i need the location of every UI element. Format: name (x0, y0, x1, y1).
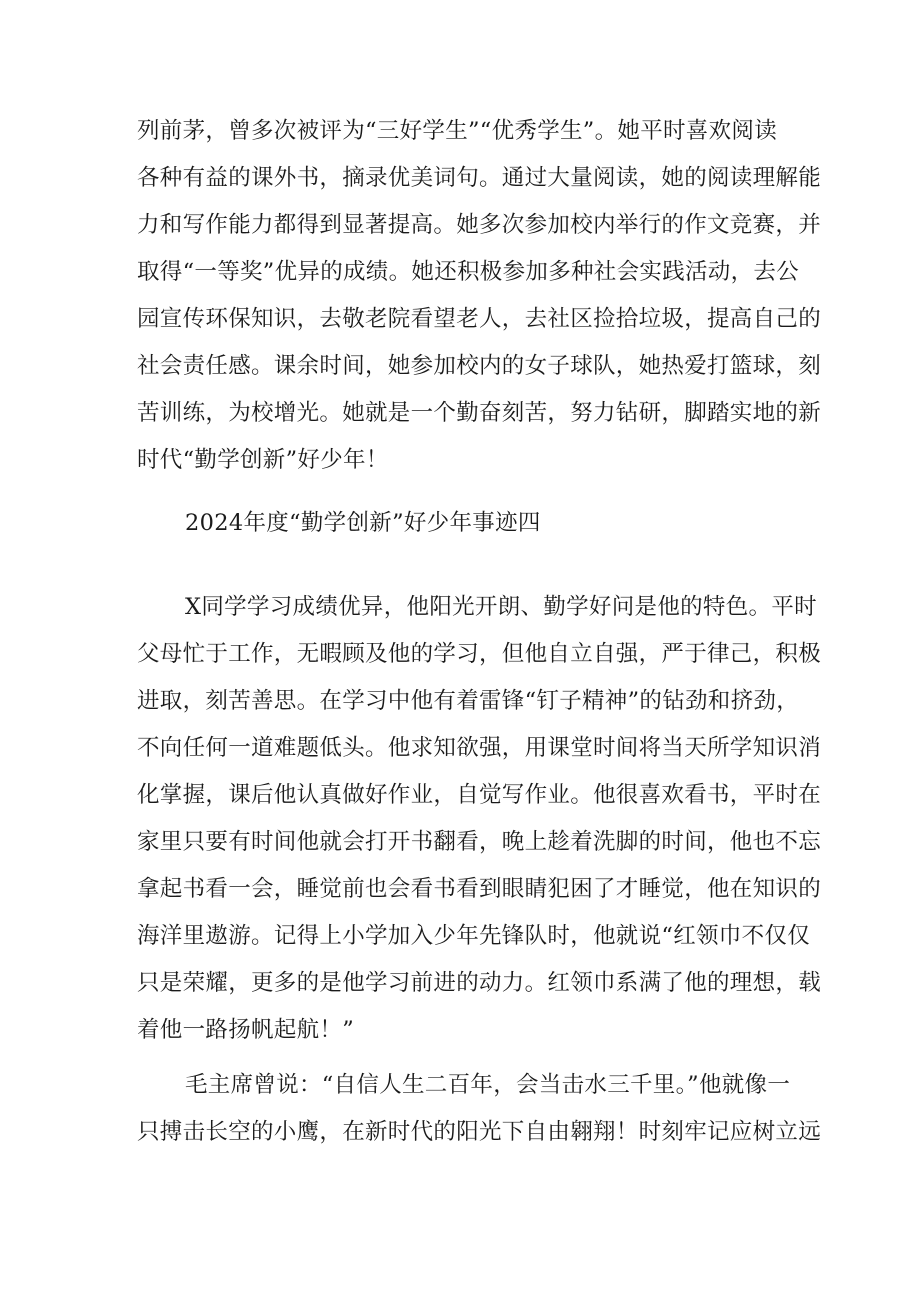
paragraph-line: 进取，刻苦善思。在学习中他有着雷锋“钉子精神”的钻劲和挤劲， (137, 688, 800, 714)
paragraph-line: 家里只要有时间他就会打开书翻看，晚上趁着洗脚的时间，他也不忘 (137, 829, 822, 855)
paragraph-line: 只是荣耀，更多的是他学习前进的动力。红领巾系满了他的理想，载 (137, 970, 822, 996)
paragraph-line: 园宣传环保知识，去敬老院看望老人，去社区捡拾垃圾，提高自己的 (137, 306, 822, 332)
section-heading: 2024年度“勤学创新”好少年事迹四 (185, 510, 541, 536)
paragraph-2 (137, 584, 822, 1054)
paragraph-line: 社会责任感。课余时间，她参加校内的女子球队，她热爱打篮球，刻 (137, 353, 822, 379)
paragraph-line: 毛主席曾说：“自信人生二百年，会当击水三千里。”他就像一 (185, 1072, 791, 1098)
section-heading-block (137, 500, 797, 547)
paragraph-line: 力和写作能力都得到显著提高。她多次参加校内举行的作文竞赛，并 (137, 212, 822, 238)
paragraph-line: 着他一路扬帆起航！” (137, 1017, 355, 1043)
paragraph-line: 父母忙于工作，无暇顾及他的学习，但他自立自强，严于律己，积极 (137, 641, 822, 667)
paragraph-line: X同学学习成绩优异，他阳光开朗、勤学好问是他的特色。平时 (185, 594, 817, 620)
paragraph-line: 只搏击长空的小鹰，在新时代的阳光下自由翱翔！时刻牢记应树立远 (137, 1119, 822, 1145)
paragraph-line: 海洋里遨游。记得上小学加入少年先锋队时，他就说“红领巾不仅仅 (137, 923, 811, 949)
paragraph-line: 列前茅，曾多次被评为“三好学生”“优秀学生”。她平时喜欢阅读 (137, 118, 778, 144)
paragraph-line: 苦训练，为校增光。她就是一个勤奋刻苦，努力钻研，脚踏实地的新 (137, 400, 822, 426)
paragraph-line: 拿起书看一会，睡觉前也会看书看到眼睛犯困了才睡觉，他在知识的 (137, 876, 822, 902)
paragraph-line: 各种有益的课外书，摘录优美词句。通过大量阅读，她的阅读理解能 (137, 165, 822, 191)
paragraph-1 (137, 108, 822, 484)
paragraph-3 (137, 1062, 822, 1156)
paragraph-line: 取得“一等奖”优异的成绩。她还积极参加多种社会实践活动，去公 (137, 259, 800, 285)
paragraph-line: 化掌握，课后他认真做好作业，自觉写作业。他很喜欢看书，平时在 (137, 782, 822, 808)
paragraph-line: 不向任何一道难题低头。他求知欲强，用课堂时间将当天所学知识消 (137, 735, 822, 761)
paragraph-line: 时代“勤学创新”好少年！ (137, 447, 389, 473)
